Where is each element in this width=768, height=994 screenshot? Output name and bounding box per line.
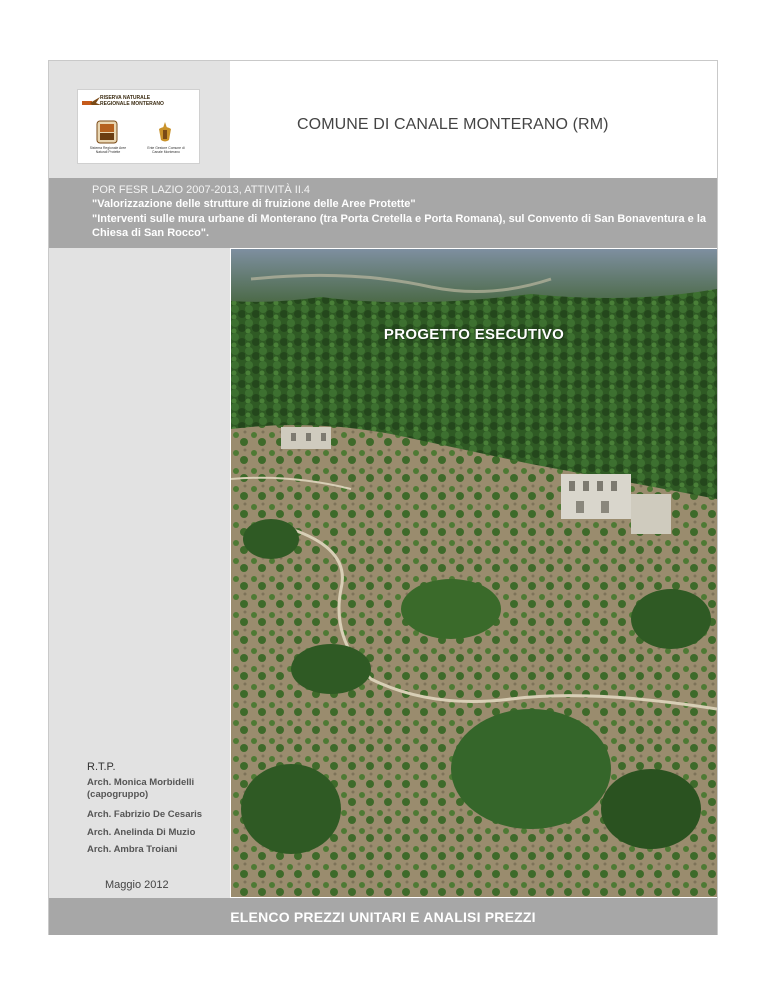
aerial-landscape-image <box>231 249 717 897</box>
footer-band <box>49 898 717 935</box>
team-member: Arch. Fabrizio De Cesaris <box>87 809 203 820</box>
logo-title: RISERVA NATURALE REGIONALE MONTERANO <box>100 95 164 107</box>
municipality-title: COMUNE DI CANALE MONTERANO (RM) <box>297 116 609 133</box>
riserva-logo <box>77 89 200 164</box>
municipal-seal-icon <box>154 120 176 144</box>
team-member-role: (capogruppo) <box>87 789 149 800</box>
municipal-seal-caption: Ente Gestore Comune di Canale Monterano <box>147 146 185 154</box>
document-title: ELENCO PREZZI UNITARI E ANALISI PREZZI <box>230 909 536 925</box>
team-member: Arch. Monica Morbidelli <box>87 777 195 788</box>
document-date: Maggio 2012 <box>105 879 169 891</box>
project-phase-title: PROGETTO ESECUTIVO <box>383 326 565 343</box>
team-member: Arch. Ambra Troiani <box>87 844 178 855</box>
rtp-label: R.T.P. <box>87 761 116 773</box>
regional-seal-caption: Sistema Regionale Aree Naturali Protette <box>89 146 127 154</box>
bird-logo-icon <box>82 96 102 108</box>
cover-page <box>48 60 718 935</box>
team-member: Arch. Anelinda Di Muzio <box>87 827 196 838</box>
project-band <box>49 178 717 248</box>
ruins-convent <box>281 427 331 449</box>
aerial-photo <box>231 249 717 897</box>
funding-line: POR FESR LAZIO 2007-2013, ATTIVITÀ II.4 <box>92 184 311 196</box>
intervention-line: "Interventi sulle mura urbane di Monterano (tra Porta Cretella e Porta Romana), sul Convento di San Bonaventura e la Chiesa di San Rocco". <box>92 213 707 239</box>
program-line: "Valorizzazione delle strutture di fruizione delle Aree Protette" <box>92 198 416 210</box>
regional-seal-icon <box>96 120 118 144</box>
